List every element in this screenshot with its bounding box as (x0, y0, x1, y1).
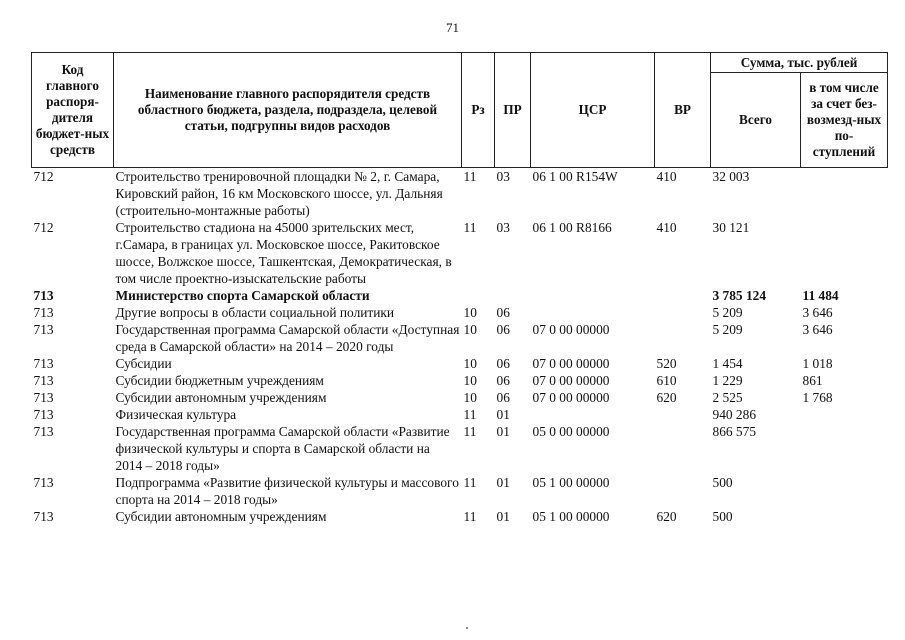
cell-vr: 520 (656, 356, 677, 371)
cell-code: 712 (33, 220, 54, 235)
table-row (32, 372, 888, 389)
cell-free: 1 018 (802, 356, 833, 371)
cell-vr: 620 (656, 509, 677, 524)
cell-free (801, 406, 888, 423)
cell-code: 713 (33, 424, 54, 439)
table-row (32, 406, 888, 423)
cell-code: 713 (33, 509, 54, 524)
table-row (32, 389, 888, 406)
scan-mark (466, 627, 468, 629)
cell-code: 712 (33, 169, 54, 184)
cell-free: 3 646 (802, 305, 833, 320)
cell-rz: 11 (463, 407, 477, 422)
cell-csr: 06 1 00 R154W (532, 169, 618, 184)
cell-csr: 07 0 00 00000 (532, 373, 610, 388)
cell-rz: 10 (463, 322, 477, 337)
cell-csr: 05 1 00 00000 (532, 475, 610, 490)
cell-vr: 620 (656, 390, 677, 405)
cell-pr: 06 (496, 322, 510, 337)
cell-vr: 410 (656, 169, 677, 184)
cell-total: 5 209 (712, 305, 743, 320)
cell-name: Другие вопросы в области социальной политики (115, 305, 395, 320)
cell-pr: 03 (496, 220, 510, 235)
header-rz: Рз (462, 53, 495, 168)
header-pr: ПР (495, 53, 531, 168)
header-code: Код главного распоря-дителя бюджет-ных средств (32, 53, 114, 168)
cell-name: Субсидии автономным учреждениям (115, 390, 327, 405)
cell-total: 2 525 (712, 390, 743, 405)
table-row (32, 474, 888, 508)
table-row (32, 219, 888, 287)
cell-csr (531, 406, 655, 423)
table-row (32, 304, 888, 321)
cell-csr: 07 0 00 00000 (532, 322, 610, 337)
cell-pr: 01 (496, 509, 510, 524)
cell-free (801, 168, 888, 220)
cell-pr: 01 (496, 407, 510, 422)
cell-csr: 05 0 00 00000 (532, 424, 610, 439)
cell-name: Государственная программа Самарской области «Развитие физической культуры и спорта в Самарской области на 2014 – 2018 годы» (115, 424, 450, 473)
cell-total: 500 (712, 475, 733, 490)
cell-pr: 03 (496, 169, 510, 184)
cell-total: 30 121 (712, 220, 750, 235)
cell-vr (655, 406, 711, 423)
cell-rz: 11 (463, 509, 477, 524)
cell-free (801, 474, 888, 508)
cell-vr (655, 474, 711, 508)
cell-name: Физическая культура (115, 407, 237, 422)
cell-csr: 07 0 00 00000 (532, 356, 610, 371)
budget-table (31, 52, 888, 525)
header-csr: ЦСР (531, 53, 655, 168)
cell-rz: 10 (463, 390, 477, 405)
cell-code: 713 (33, 356, 54, 371)
cell-code: 713 (33, 288, 54, 303)
cell-pr: 01 (496, 424, 510, 439)
table-row (32, 168, 888, 220)
cell-code: 713 (33, 373, 54, 388)
cell-rz: 10 (463, 373, 477, 388)
page-number: 71 (446, 20, 459, 35)
cell-csr (531, 287, 655, 304)
header-vr: ВР (655, 53, 711, 168)
cell-name: Государственная программа Самарской области «Доступная среда в Самарской области» на 2014 – 2020 годы (115, 322, 460, 354)
cell-rz: 11 (463, 424, 477, 439)
cell-code: 713 (33, 305, 54, 320)
cell-total: 940 286 (712, 407, 757, 422)
table-row (32, 355, 888, 372)
cell-free: 861 (802, 373, 823, 388)
header-free: в том числе за счет без-возмезд-ных по-ступлений (801, 73, 888, 168)
cell-total: 5 209 (712, 322, 743, 337)
cell-rz: 11 (463, 169, 477, 184)
table-row (32, 287, 888, 304)
cell-rz: 10 (463, 356, 477, 371)
cell-code: 713 (33, 475, 54, 490)
cell-vr (655, 321, 711, 355)
cell-total: 866 575 (712, 424, 757, 439)
cell-csr (531, 304, 655, 321)
cell-rz: 11 (463, 220, 477, 235)
cell-name: Строительство стадиона на 45000 зрительских мест, г.Самара, в границах ул. Московское шоссе, Ракитовское шоссе, Волжское шоссе, Ташкентская, Демократическая, в том числе проектно-изыскательские работы (115, 220, 452, 286)
cell-total: 3 785 124 (712, 288, 767, 303)
cell-pr: 06 (496, 356, 510, 371)
table-row (32, 423, 888, 474)
cell-csr: 06 1 00 R8166 (532, 220, 612, 235)
header-amount: Сумма, тыс. рублей (711, 53, 888, 73)
cell-name: Субсидии (115, 356, 172, 371)
cell-pr: 01 (496, 475, 510, 490)
cell-code: 713 (33, 390, 54, 405)
header-total: Всего (711, 73, 801, 168)
cell-total: 32 003 (712, 169, 750, 184)
cell-name: Подпрограмма «Развитие физической культуры и массового спорта на 2014 – 2018 годы» (115, 475, 459, 507)
cell-free (801, 508, 888, 525)
cell-vr (655, 423, 711, 474)
cell-free: 3 646 (802, 322, 833, 337)
cell-vr (655, 304, 711, 321)
cell-rz: 10 (463, 305, 477, 320)
cell-free: 11 484 (802, 288, 839, 303)
table-body (32, 168, 888, 526)
cell-code: 713 (33, 322, 54, 337)
cell-pr: 06 (496, 373, 510, 388)
cell-rz: 11 (463, 475, 477, 490)
cell-vr (655, 287, 711, 304)
table-row (32, 508, 888, 525)
cell-rz (462, 287, 495, 304)
cell-pr: 06 (496, 390, 510, 405)
cell-csr: 07 0 00 00000 (532, 390, 610, 405)
header-name: Наименование главного распорядителя средств областного бюджета, раздела, подраздела, целевой статьи, подгрупны видов расходов (114, 53, 462, 168)
cell-pr (495, 287, 531, 304)
table-row (32, 321, 888, 355)
cell-free: 1 768 (802, 390, 833, 405)
cell-name: Строительство тренировочной площадки № 2, г. Самара, Кировский район, 16 км Московского шоссе, ул. Дальняя (строительно-монтажные работы) (115, 169, 443, 218)
cell-free (801, 423, 888, 474)
cell-name: Субсидии бюджетным учреждениям (115, 373, 324, 388)
cell-csr: 05 1 00 00000 (532, 509, 610, 524)
cell-total: 1 229 (712, 373, 743, 388)
cell-vr: 410 (656, 220, 677, 235)
cell-name: Субсидии автономным учреждениям (115, 509, 327, 524)
cell-total: 500 (712, 509, 733, 524)
cell-total: 1 454 (712, 356, 743, 371)
cell-name: Министерство спорта Самарской области (115, 288, 370, 303)
cell-free (801, 219, 888, 287)
cell-vr: 610 (656, 373, 677, 388)
cell-code: 713 (33, 407, 54, 422)
cell-pr: 06 (496, 305, 510, 320)
